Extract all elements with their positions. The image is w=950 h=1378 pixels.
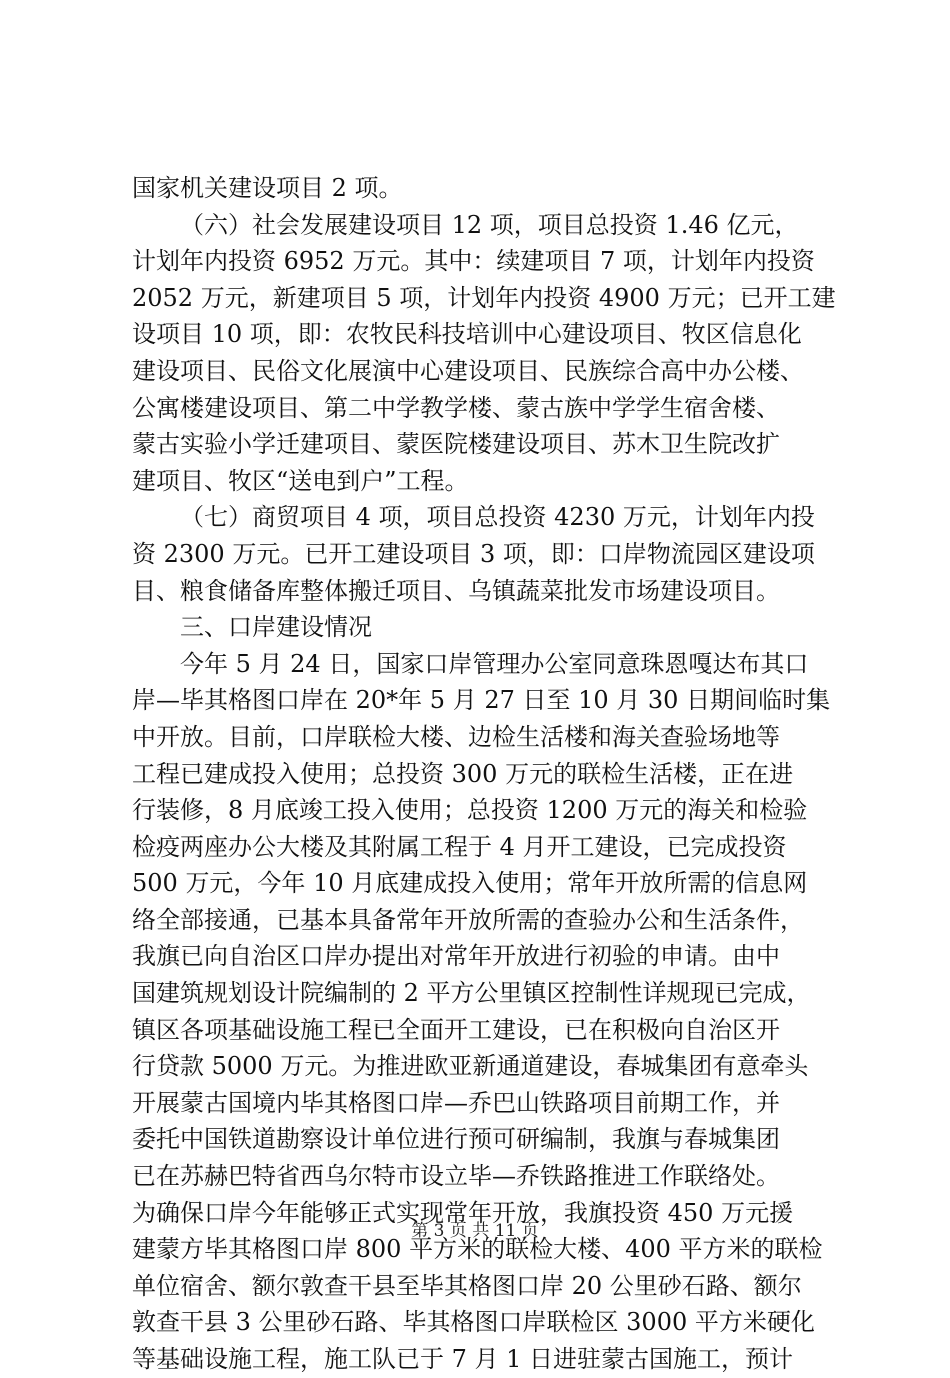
text-line: 设项目 10 项，即：农牧民科技培训中心建设项目、牧区信息化 [132,320,802,349]
text-line: 单位宿舍、额尔敦查干县至毕其格图口岸 20 公里砂石路、额尔 [132,1271,802,1300]
text-line: 敦查干县 3 公里砂石路、毕其格图口岸联检区 3000 平方米硬化 [132,1308,815,1337]
text-line: 开展蒙古国境内毕其格图口岸—乔巴山铁路项目前期工作，并 [132,1088,780,1117]
text-line: 中开放。目前，口岸联检大楼、边检生活楼和海关查验场地等 [132,722,780,751]
text-line: 岸—毕其格图口岸在 20*年 5 月 27 日至 10 月 30 日期间临时集 [132,686,831,715]
text-line: 2052 万元，新建项目 5 项，计划年内投资 4900 万元；已开工建 [132,283,836,312]
text-line: 检疫两座办公大楼及其附属工程于 4 月开工建设，已完成投资 [132,832,787,861]
text-line: 500 万元，今年 10 月底建成投入使用；常年开放所需的信息网 [132,869,808,898]
text-line: 委托中国铁道勘察设计单位进行预可研编制，我旗与春城集团 [132,1125,780,1154]
text-line: 等基础设施工程，施工队已于 7 月 1 日进驻蒙古国施工，预计 [132,1345,794,1373]
text-line: 我旗已向自治区口岸办提出对常年开放进行初验的申请。由中 [132,942,780,971]
text-line: 工程已建成投入使用；总投资 300 万元的联检生活楼，正在进 [132,759,794,788]
text-line: 建蒙方毕其格图口岸 800 平方米的联检大楼、400 平方米的联检 [132,1235,823,1264]
document-body [132,170,836,1378]
text-line: （七）商贸项目 4 项，项目总投资 4230 万元，计划年内投 [180,503,815,532]
text-line: 行贷款 5000 万元。为推进欧亚新通道建设，春城集团有意牵头 [132,1052,809,1081]
text-line: 行装修，8 月底竣工投入使用；总投资 1200 万元的海关和检验 [132,796,808,825]
text-line: 镇区各项基础设施工程已全面开工建设，已在积极向自治区开 [132,1015,780,1044]
text-line: （六）社会发展建设项目 12 项，项目总投资 1.46 亿元， [180,210,799,239]
text-line: 国家机关建设项目 2 项。 [132,174,403,202]
text-line: 资 2300 万元。已开工建设项目 3 项，即：口岸物流园区建设项 [132,539,815,568]
text-line: 计划年内投资 6952 万元。其中：续建项目 7 项，计划年内投资 [132,247,815,276]
text-line: 为确保口岸今年能够正式实现常年开放，我旗投资 450 万元援 [132,1198,794,1227]
text-line: 目、粮食储备库整体搬迁项目、乌镇蔬菜批发市场建设项目。 [132,576,780,605]
text-line: 今年 5 月 24 日，国家口岸管理办公室同意珠恩嘎达布其口 [180,649,809,678]
text-line: 公寓楼建设项目、第二中学教学楼、蒙古族中学学生宿舍楼、 [132,393,780,422]
text-line: 建设项目、民俗文化展演中心建设项目、民族综合高中办公楼、 [132,356,804,385]
text-line: 三、口岸建设情况 [180,613,372,642]
text-line: 络全部接通，已基本具备常年开放所需的查验办公和生活条件， [132,905,804,934]
text-line: 蒙古实验小学迁建项目、蒙医院楼建设项目、苏木卫生院改扩 [132,430,780,459]
text-line: 已在苏赫巴特省西乌尔特市设立毕—乔铁路推进工作联络处。 [132,1162,780,1191]
text-line: 建项目、牧区“送电到户”工程。 [132,466,469,495]
text-line: 国建筑规划设计院编制的 2 平方公里镇区控制性详规现已完成， [132,979,811,1008]
page-footer: 第 3 页 共 11 页 [411,1221,539,1241]
